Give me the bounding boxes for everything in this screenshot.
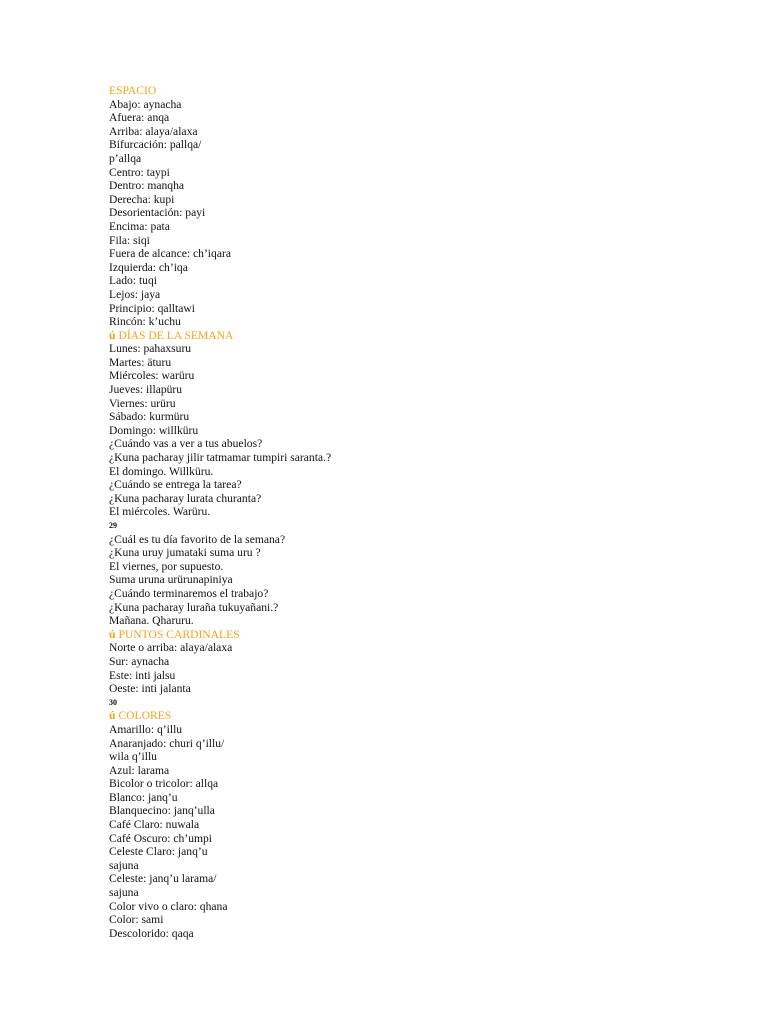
list-item: ¿Cuándo vas a ver a tus abuelos? [109,437,263,451]
list-item: Mañana. Qharuru. [109,614,194,628]
list-item: sajuna [109,858,139,872]
list-dias-a [109,342,669,519]
heading-puntos-cardinales [109,628,669,642]
list-item: Fila: siqi [109,233,150,247]
list-item: Bicolor o tricolor: allqa [109,777,219,791]
list-item: Afuera: anqa [109,111,170,125]
list-item: Amarillo: q’illu [109,722,183,736]
list-item: Color vivo o claro: qhana [109,899,228,913]
list-item: Viernes: urüru [109,396,176,410]
list-item: Blanquecino: janq’ulla [109,804,215,818]
list-item: ¿Kuna pacharay lurata churanta? [109,491,262,505]
heading-dias-semana [109,329,669,343]
list-item: Fuera de alcance: ch’iqara [109,247,231,261]
list-item: Jueves: illapüru [109,383,183,397]
list-item: Bifurcación: pallqa/ [109,138,202,152]
list-item: Lunes: pahaxsuru [109,342,192,356]
list-item: Café Claro: nuwala [109,818,200,832]
list-item: Sábado: kurmüru [109,410,190,424]
list-item: Blanco: janq’u [109,790,178,804]
bullet-icon: ú [109,328,116,342]
list-item: Anaranjado: churi q’illu/ [109,736,225,750]
list-item: El viernes, por supuesto. [109,559,224,573]
list-item: Martes: äturu [109,355,172,369]
list-item: sajuna [109,886,139,900]
list-item: Lejos: jaya [109,287,161,301]
list-item: Descolorido: qaqa [109,926,194,940]
heading-colores [109,709,669,723]
list-item: Sur: aynacha [109,654,170,668]
list-item: p’allqa [109,151,142,165]
list-item: Suma uruna urürunapiniya [109,573,233,587]
page-number-29: 29 [109,521,117,530]
list-item: Azul: larama [109,763,170,777]
bullet-icon: ú [109,627,116,641]
list-dias-b [109,533,669,628]
list-item: Café Oscuro: ch’umpi [109,831,213,845]
list-item: Izquierda: ch’iqa [109,260,188,274]
list-item: Miércoles: warüru [109,369,195,383]
list-item: Este: inti jalsu [109,668,176,682]
page-number-30: 30 [109,697,117,707]
list-item: Rincón: k’uchu [109,315,181,329]
list-item: Oeste: inti jalanta [109,682,191,696]
list-item: Norte o arriba: alaya/alaxa [109,641,233,655]
list-item: Principio: qalltawi [109,301,195,315]
heading-espacio: ESPACIO [109,84,157,97]
list-espacio [109,98,669,329]
list-item: Lado: tuqi [109,274,157,288]
list-item: Color: sami [109,913,164,927]
list-item: El miércoles. Warüru. [109,505,211,519]
list-item: ¿Cuándo terminaremos el trabajo? [109,586,269,600]
list-item: ¿Kuna uruy jumataki suma uru ? [109,546,261,560]
heading-dias-semana-text: DÍAS DE LA SEMANA [118,328,234,342]
bullet-icon: ú [109,709,116,723]
list-item: Dentro: manqha [109,179,185,193]
list-colores [109,723,669,941]
list-item: Celeste Claro: janq’u [109,845,208,859]
list-item: ¿Cuál es tu día favorito de la semana? [109,532,286,546]
list-puntos [109,641,669,695]
list-item: Encima: pata [109,219,170,233]
heading-puntos-cardinales-text: PUNTOS CARDINALES [118,627,240,641]
list-item: wila q’illu [109,750,157,764]
list-item: ¿Kuna pacharay luraña tukuyañani.? [109,600,279,614]
document-page [109,84,669,940]
list-item: Derecha: kupi [109,192,175,206]
list-item: Centro: taypi [109,165,170,179]
list-item: Arriba: alaya/alaxa [109,124,198,138]
list-item: Desorientación: payi [109,206,206,220]
list-item: ¿Kuna pacharay jilir tatmamar tumpiri saranta.? [109,451,332,465]
list-item: El domingo. Willküru. [109,464,214,478]
list-item: Celeste: janq’u larama/ [109,872,217,886]
list-item: Abajo: aynacha [109,97,182,111]
list-item: ¿Cuándo se entrega la tarea? [109,478,242,492]
list-item: Domingo: willküru [109,423,199,437]
heading-colores-text: COLORES [118,709,172,723]
